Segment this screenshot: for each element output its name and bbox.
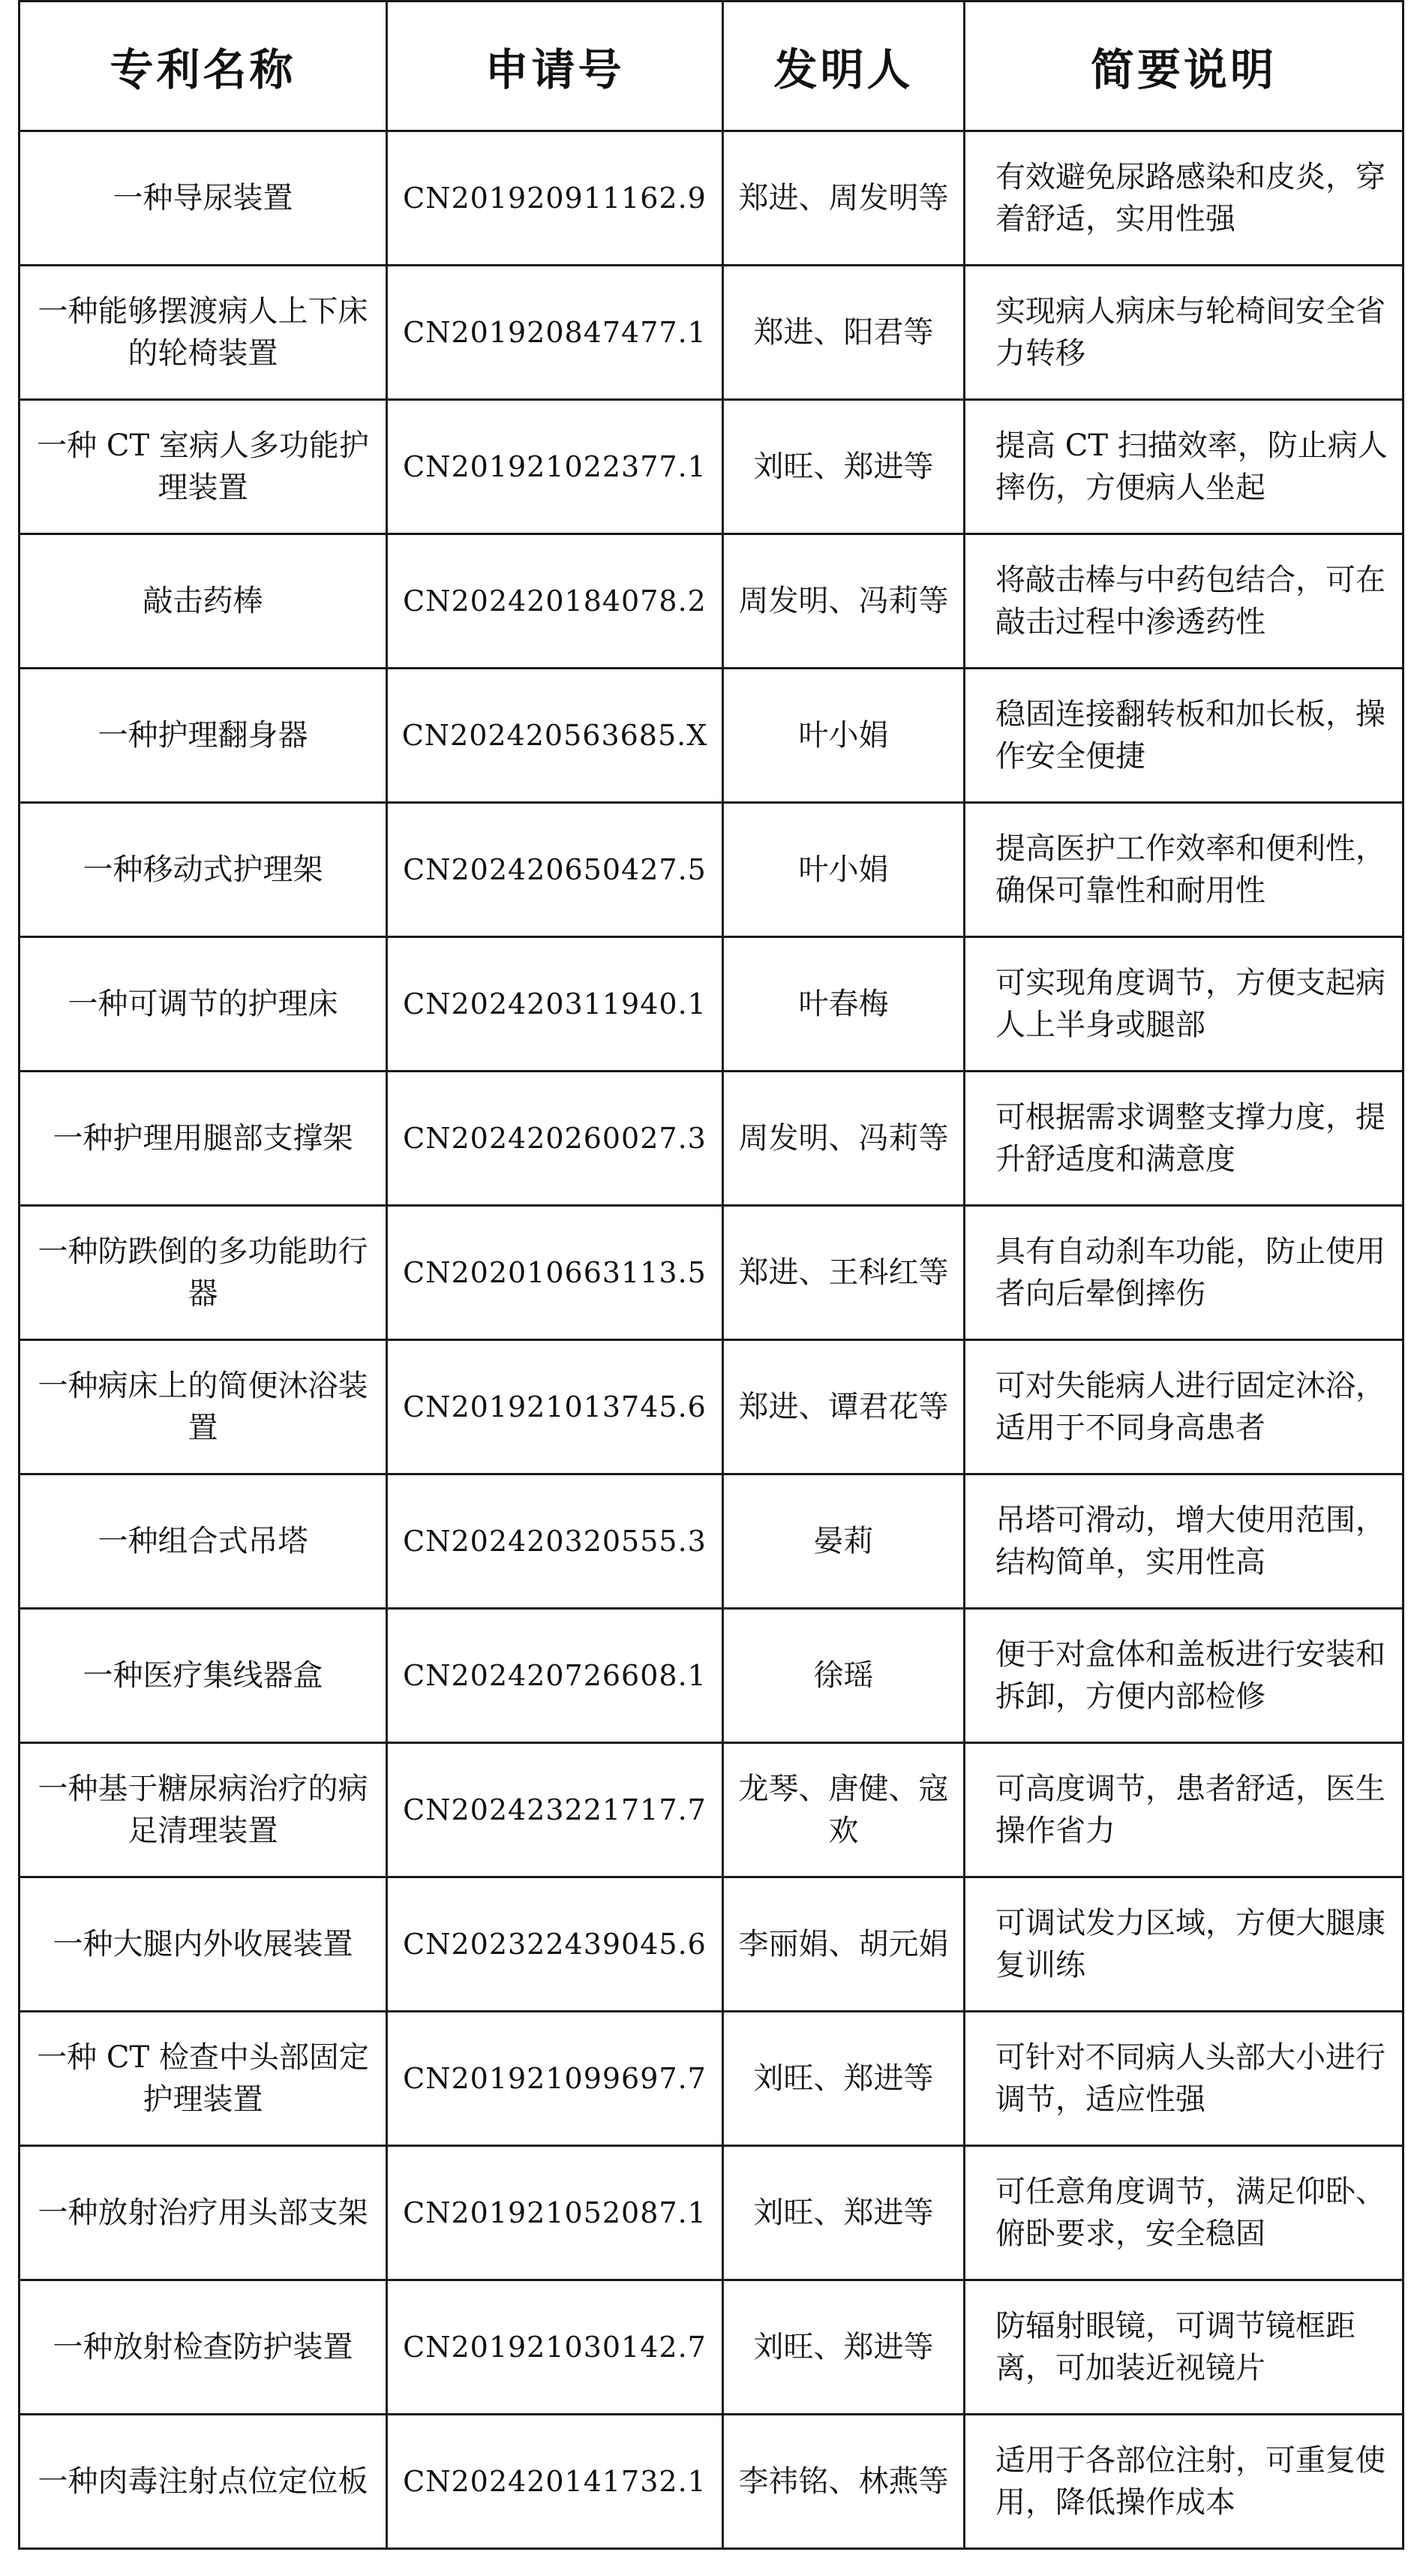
table-row: [20, 2415, 1403, 2549]
patent-name-cell: 一种大腿内外收展装置: [20, 1877, 387, 2012]
table-row: [20, 1743, 1403, 1877]
inventors-cell: 郑进、阳君等: [723, 266, 965, 400]
table-row: [20, 1609, 1403, 1743]
inventors-cell: 周发明、冯莉等: [723, 1072, 965, 1206]
description-cell: 可根据需求调整支撑力度，提升舒适度和满意度: [965, 1072, 1403, 1206]
patent-name-cell: 一种组合式吊塔: [20, 1474, 387, 1609]
description-cell: 提高 CT 扫描效率，防止病人摔伤，方便病人坐起: [965, 400, 1403, 534]
application-number-cell: CN201921013745.6: [387, 1340, 723, 1474]
inventors-cell: 郑进、谭君花等: [723, 1340, 965, 1474]
header-brief-description: 简要说明: [965, 2, 1403, 131]
inventors-cell: 刘旺、郑进等: [723, 2012, 965, 2146]
application-number-cell: CN201921052087.1: [387, 2146, 723, 2280]
application-number-cell: CN202420650427.5: [387, 803, 723, 937]
patent-table-container: [18, 0, 1402, 2550]
patent-name-cell: 一种病床上的简便沐浴装置: [20, 1340, 387, 1474]
table-row: [20, 1474, 1403, 1609]
inventors-cell: 李祎铭、林燕等: [723, 2415, 965, 2549]
table-row: [20, 803, 1403, 937]
patent-name-cell: 一种护理翻身器: [20, 669, 387, 803]
application-number-cell: CN202420563685.X: [387, 669, 723, 803]
application-number-cell: CN201920911162.9: [387, 131, 723, 266]
application-number-cell: CN201921099697.7: [387, 2012, 723, 2146]
table-row: [20, 2146, 1403, 2280]
application-number-cell: CN202420726608.1: [387, 1609, 723, 1743]
inventors-cell: 周发明、冯莉等: [723, 534, 965, 669]
application-number-cell: CN202420260027.3: [387, 1072, 723, 1206]
application-number-cell: CN202420320555.3: [387, 1474, 723, 1609]
patent-name-cell: 敲击药棒: [20, 534, 387, 669]
patent-name-cell: 一种护理用腿部支撑架: [20, 1072, 387, 1206]
patent-name-cell: 一种 CT 室病人多功能护理装置: [20, 400, 387, 534]
inventors-cell: 叶春梅: [723, 937, 965, 1072]
description-cell: 将敲击棒与中药包结合，可在敲击过程中渗透药性: [965, 534, 1403, 669]
patent-name-cell: 一种肉毒注射点位定位板: [20, 2415, 387, 2549]
inventors-cell: 叶小娟: [723, 669, 965, 803]
inventors-cell: 郑进、周发明等: [723, 131, 965, 266]
table-row: [20, 1072, 1403, 1206]
application-number-cell: CN201920847477.1: [387, 266, 723, 400]
inventors-cell: 刘旺、郑进等: [723, 400, 965, 534]
table-row: [20, 1340, 1403, 1474]
table-row: [20, 400, 1403, 534]
patent-name-cell: 一种 CT 检查中头部固定护理装置: [20, 2012, 387, 2146]
description-cell: 可高度调节，患者舒适，医生操作省力: [965, 1743, 1403, 1877]
description-cell: 适用于各部位注射，可重复使用，降低操作成本: [965, 2415, 1403, 2549]
description-cell: 吊塔可滑动，增大使用范围，结构简单，实用性高: [965, 1474, 1403, 1609]
patent-table: [18, 0, 1404, 2550]
application-number-cell: CN202010663113.5: [387, 1206, 723, 1340]
table-row: [20, 131, 1403, 266]
header-patent-name: 专利名称: [20, 2, 387, 131]
inventors-cell: 徐瑶: [723, 1609, 965, 1743]
description-cell: 稳固连接翻转板和加长板，操作安全便捷: [965, 669, 1403, 803]
inventors-cell: 李丽娟、胡元娟: [723, 1877, 965, 2012]
application-number-cell: CN202423221717.7: [387, 1743, 723, 1877]
description-cell: 具有自动刹车功能，防止使用者向后晕倒摔伤: [965, 1206, 1403, 1340]
description-cell: 实现病人病床与轮椅间安全省力转移: [965, 266, 1403, 400]
patent-name-cell: 一种移动式护理架: [20, 803, 387, 937]
patent-name-cell: 一种可调节的护理床: [20, 937, 387, 1072]
table-row: [20, 2012, 1403, 2146]
application-number-cell: CN202322439045.6: [387, 1877, 723, 2012]
description-cell: 可针对不同病人头部大小进行调节，适应性强: [965, 2012, 1403, 2146]
description-cell: 可实现角度调节，方便支起病人上半身或腿部: [965, 937, 1403, 1072]
patent-name-cell: 一种防跌倒的多功能助行器: [20, 1206, 387, 1340]
table-row: [20, 1877, 1403, 2012]
table-body: [20, 131, 1403, 2549]
table-row: [20, 266, 1403, 400]
inventors-cell: 刘旺、郑进等: [723, 2146, 965, 2280]
inventors-cell: 刘旺、郑进等: [723, 2280, 965, 2415]
application-number-cell: CN202420141732.1: [387, 2415, 723, 2549]
application-number-cell: CN202420184078.2: [387, 534, 723, 669]
application-number-cell: CN201921030142.7: [387, 2280, 723, 2415]
description-cell: 可调试发力区域，方便大腿康复训练: [965, 1877, 1403, 2012]
patent-name-cell: 一种医疗集线器盒: [20, 1609, 387, 1743]
description-cell: 有效避免尿路感染和皮炎，穿着舒适，实用性强: [965, 131, 1403, 266]
table-row: [20, 534, 1403, 669]
application-number-cell: CN202420311940.1: [387, 937, 723, 1072]
header-inventors: 发明人: [723, 2, 965, 131]
header-application-number: 申请号: [387, 2, 723, 131]
inventors-cell: 郑进、王科红等: [723, 1206, 965, 1340]
patent-name-cell: 一种导尿装置: [20, 131, 387, 266]
description-cell: 防辐射眼镜，可调节镜框距离，可加装近视镜片: [965, 2280, 1403, 2415]
patent-name-cell: 一种放射治疗用头部支架: [20, 2146, 387, 2280]
description-cell: 提高医护工作效率和便利性，确保可靠性和耐用性: [965, 803, 1403, 937]
patent-name-cell: 一种基于糖尿病治疗的病足清理装置: [20, 1743, 387, 1877]
inventors-cell: 龙琴、唐健、寇欢: [723, 1743, 965, 1877]
patent-name-cell: 一种放射检查防护装置: [20, 2280, 387, 2415]
table-row: [20, 937, 1403, 1072]
patent-name-cell: 一种能够摆渡病人上下床的轮椅装置: [20, 266, 387, 400]
inventors-cell: 晏莉: [723, 1474, 965, 1609]
description-cell: 可任意角度调节，满足仰卧、俯卧要求，安全稳固: [965, 2146, 1403, 2280]
table-row: [20, 669, 1403, 803]
table-row: [20, 2280, 1403, 2415]
application-number-cell: CN201921022377.1: [387, 400, 723, 534]
description-cell: 便于对盒体和盖板进行安装和拆卸，方便内部检修: [965, 1609, 1403, 1743]
table-row: [20, 1206, 1403, 1340]
inventors-cell: 叶小娟: [723, 803, 965, 937]
description-cell: 可对失能病人进行固定沐浴，适用于不同身高患者: [965, 1340, 1403, 1474]
table-header-row: [20, 2, 1403, 131]
